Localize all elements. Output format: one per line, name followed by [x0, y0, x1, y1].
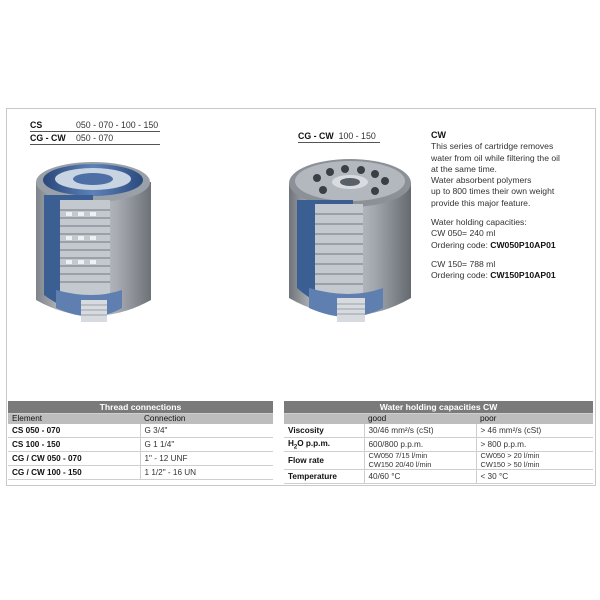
cw-desc-line: Water absorbent polymers — [431, 175, 532, 186]
column-header: poor — [476, 414, 593, 424]
spec-row-cs — [30, 120, 160, 132]
table-row — [8, 466, 273, 480]
column-header: good — [364, 414, 476, 424]
cw-desc-line: provide this major feature. — [431, 197, 531, 208]
connection-cell: 1 1/2" - 16 UN — [140, 466, 273, 480]
spec-model: CG - CW — [298, 131, 334, 141]
table-row — [284, 424, 593, 438]
table-row — [8, 452, 273, 466]
element-cell: CG / CW 100 - 150 — [8, 466, 140, 480]
property-cell: Flow rate — [284, 452, 364, 470]
table-title: Thread connections — [8, 401, 273, 414]
water-capacities-table — [284, 401, 593, 484]
cw-desc-line: This series of cartridge removes — [431, 141, 554, 152]
table-row — [8, 438, 273, 452]
column-header: Element — [8, 414, 140, 424]
connection-cell: 1" - 12 UNF — [140, 452, 273, 466]
cg-cw-cartridge-illustration — [275, 148, 425, 338]
connection-cell: G 3/4" — [140, 424, 273, 438]
element-cell: CS 050 - 070 — [8, 424, 140, 438]
flow-poor-cw150: CW150 > 50 l/min — [480, 459, 540, 469]
cw050-capacity: CW 050= 240 ml — [431, 228, 496, 239]
table-row — [284, 438, 593, 452]
flow-good-cw050: CW050 7/15 l/min — [368, 451, 428, 461]
column-header — [284, 414, 364, 424]
cw-title: CW — [431, 130, 446, 140]
cw-description — [431, 130, 591, 282]
cw150-capacity: CW 150= 788 ml — [431, 258, 496, 269]
cs-cartridge-illustration — [26, 150, 161, 340]
good-cell: 600/800 p.p.m. — [364, 438, 476, 452]
ordering-code: CW050P10AP01 — [490, 239, 556, 250]
good-cell: 40/60 °C — [364, 470, 476, 484]
element-cell: CG / CW 050 - 070 — [8, 452, 140, 466]
property-cell: Temperature — [284, 470, 364, 484]
property-cell: Viscosity — [284, 424, 364, 438]
cw-desc-line: water from oil while filtering the oil — [431, 152, 560, 163]
thread-connections-table — [8, 401, 273, 480]
property-cell — [284, 438, 364, 452]
middle-spec-heading — [298, 131, 380, 143]
flow-good-cw150: CW150 20/40 l/min — [368, 459, 432, 469]
spec-sizes: 100 - 150 — [338, 131, 376, 141]
column-header: Connection — [140, 414, 273, 424]
cw-desc-line: up to 800 times their own weight — [431, 186, 555, 197]
ordering-label: Ordering code: — [431, 239, 491, 250]
connection-cell: G 1 1/4" — [140, 438, 273, 452]
h2o-label-rest: O p.p.m. — [297, 438, 331, 448]
table-row — [284, 452, 593, 470]
h2o-label-sub: 2 — [293, 444, 298, 451]
spec-model: CG - CW — [30, 133, 66, 143]
spec-sizes: 050 - 070 - 100 - 150 — [76, 120, 159, 130]
poor-cell: > 46 mm²/s (cSt) — [476, 424, 593, 438]
capacities-title: Water holding capacities: — [431, 217, 527, 228]
ordering-code: CW150P10AP01 — [490, 270, 556, 281]
cw-desc-line: at the same time. — [431, 163, 497, 174]
ordering-code-cw150 — [431, 270, 591, 281]
good-cell — [364, 452, 476, 470]
table-row — [284, 470, 593, 484]
spec-row-cg-cw — [30, 133, 160, 145]
left-spec-heading — [30, 120, 160, 145]
element-cell: CS 100 - 150 — [8, 438, 140, 452]
spec-sizes: 050 - 070 — [76, 133, 114, 143]
poor-cell — [476, 452, 593, 470]
good-cell: 30/46 mm²/s (cSt) — [364, 424, 476, 438]
h2o-label-h: H — [288, 438, 294, 448]
ordering-code-cw050 — [431, 240, 591, 251]
poor-cell: < 30 °C — [476, 470, 593, 484]
poor-cell: > 800 p.p.m. — [476, 438, 593, 452]
table-row — [8, 424, 273, 438]
table-title: Water holding capacities CW — [284, 401, 593, 414]
ordering-label: Ordering code: — [431, 270, 491, 281]
flow-poor-cw050: CW050 > 20 l/min — [480, 451, 540, 461]
spec-model: CS — [30, 120, 43, 130]
